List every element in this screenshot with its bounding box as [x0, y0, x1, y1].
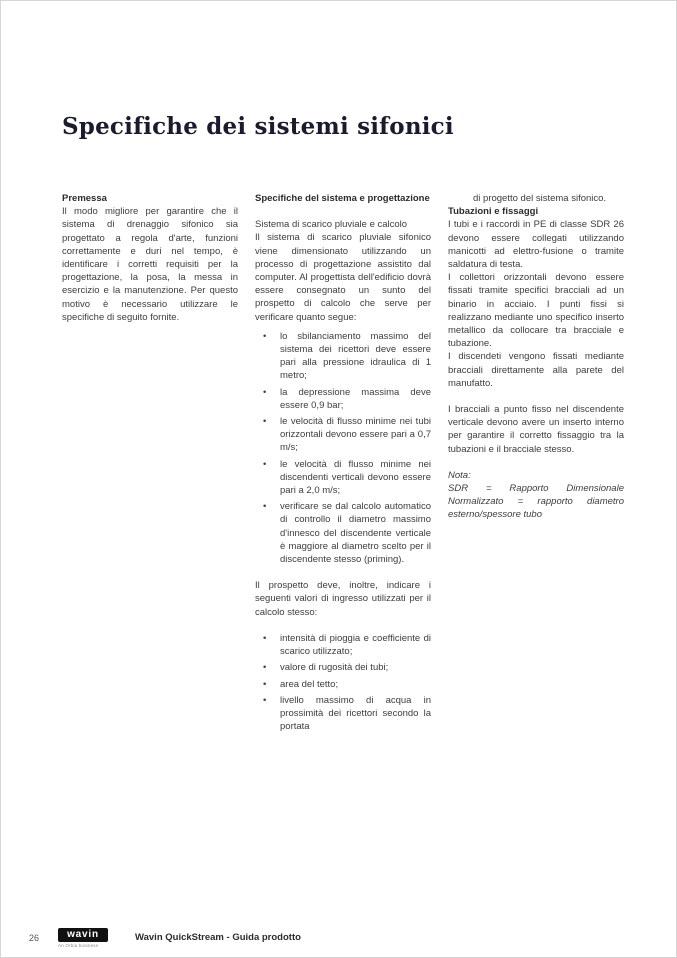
bullet-item: • lo sbilanciamento massimo del sistema dei ricettori deve essere pari alla pressione idraulica di 1 metro; [255, 330, 431, 383]
continuation-line: di progetto del sistema sifonico. [473, 193, 607, 204]
subsection-heading-scarico: Sistema di scarico pluviale e calcolo [255, 219, 408, 231]
bullet-item: • valore di rugosità dei tubi; [255, 661, 431, 674]
section-heading-specifiche: Specifiche del sistema e progettazione [255, 193, 430, 204]
paragraph: Il prospetto deve, inoltre, indicare i seguenti valori di ingresso utilizzati per il calcolo stesso: [255, 580, 431, 618]
wavin-logo-tagline: An Orbia business [58, 943, 99, 948]
paragraph: I collettori orizzontali devono essere fissati tramite specifici bracciali ad un binario in acciaio. I punti fissi si realizzano mediante uno specifico inserto metallico da collocare tra bracciale e tubazione. [448, 272, 624, 350]
nota-label: Nota: [448, 469, 471, 481]
footer-document-title: Wavin QuickStream - Guida prodotto [135, 932, 301, 944]
paragraph: I discendeti vengono fissati mediante bracciali direttamente alla parete del manufatto. [448, 351, 624, 389]
page-number: 26 [29, 932, 40, 943]
bullet-item: • area del tetto; [255, 678, 431, 691]
column-premessa [62, 192, 238, 736]
page-title: Specifiche dei sistemi sifonici [62, 113, 454, 141]
nota-body: SDR = Rapporto Dimensionale Normalizzato = rapporto diametro esterno/spessore tubo [448, 483, 624, 521]
paragraph: I bracciali a punto fisso nel discendente verticale devono avere un inserto interno per garantire il corretto fissaggio tra la tubazioni e il bracciale stesso. [448, 404, 624, 455]
bullet-item: • livello massimo di acqua in prossimità dei ricettori secondo la portata [255, 694, 431, 734]
bullet-item: • le velocità di flusso minime nei tubi orizzontali devono essere pari a 0,7 m/s; [255, 415, 431, 455]
bullet-list-valori-ingresso [255, 632, 431, 733]
spacer [255, 205, 431, 218]
column-tubazioni [448, 192, 624, 736]
wavin-logo [58, 928, 108, 949]
bullet-item: • intensità di pioggia e coefficiente di scarico utilizzato; [255, 632, 431, 658]
bullet-item: • la depressione massima deve essere 0,9 bar; [255, 386, 431, 412]
wavin-logo-wordmark: wavin [58, 928, 108, 942]
paragraph: I tubi e i raccordi in PE di classe SDR 26 devono essere collegati utilizzando manicotti ad elettro-fusione o tramite saldatura di testa. [448, 219, 624, 271]
section-heading-premessa: Premessa [62, 193, 107, 204]
bullet-list-verifiche [255, 330, 431, 566]
paragraph: Il sistema di scarico pluviale sifonico viene dimensionato utilizzando un processo di progettazione assistito dal computer. Al progettista dell'edificio dovrà essere consegnato un sunto del prospetto di calcolo che serve per verificare quanto segue: [255, 232, 431, 323]
paragraph: Il modo migliore per garantire che il sistema di drenaggio sifonico sia progettato a regola d'arte, funzioni correttamente e duri nel tempo, è identificare i corretti requisiti per la progettazione, la posa, la messa in esercizio e la manutenzione. Per questo motivo è necessario utilizzare le specifiche di seguito fornite. [62, 206, 238, 323]
bullet-item: • le velocità di flusso minime nei discendenti verticali devono essere pari a 2,0 m/s; [255, 458, 431, 498]
section-heading-tubazioni: Tubazioni e fissaggi [448, 206, 539, 218]
content-columns [62, 192, 624, 736]
page-footer [29, 928, 301, 949]
column-specifiche [255, 192, 431, 736]
bullet-item: • verificare se dal calcolo automatico di controllo il diametro massimo d'innesco del discendente verticale è maggiore al diametro scelto per il discendente stesso (priming). [255, 500, 431, 566]
